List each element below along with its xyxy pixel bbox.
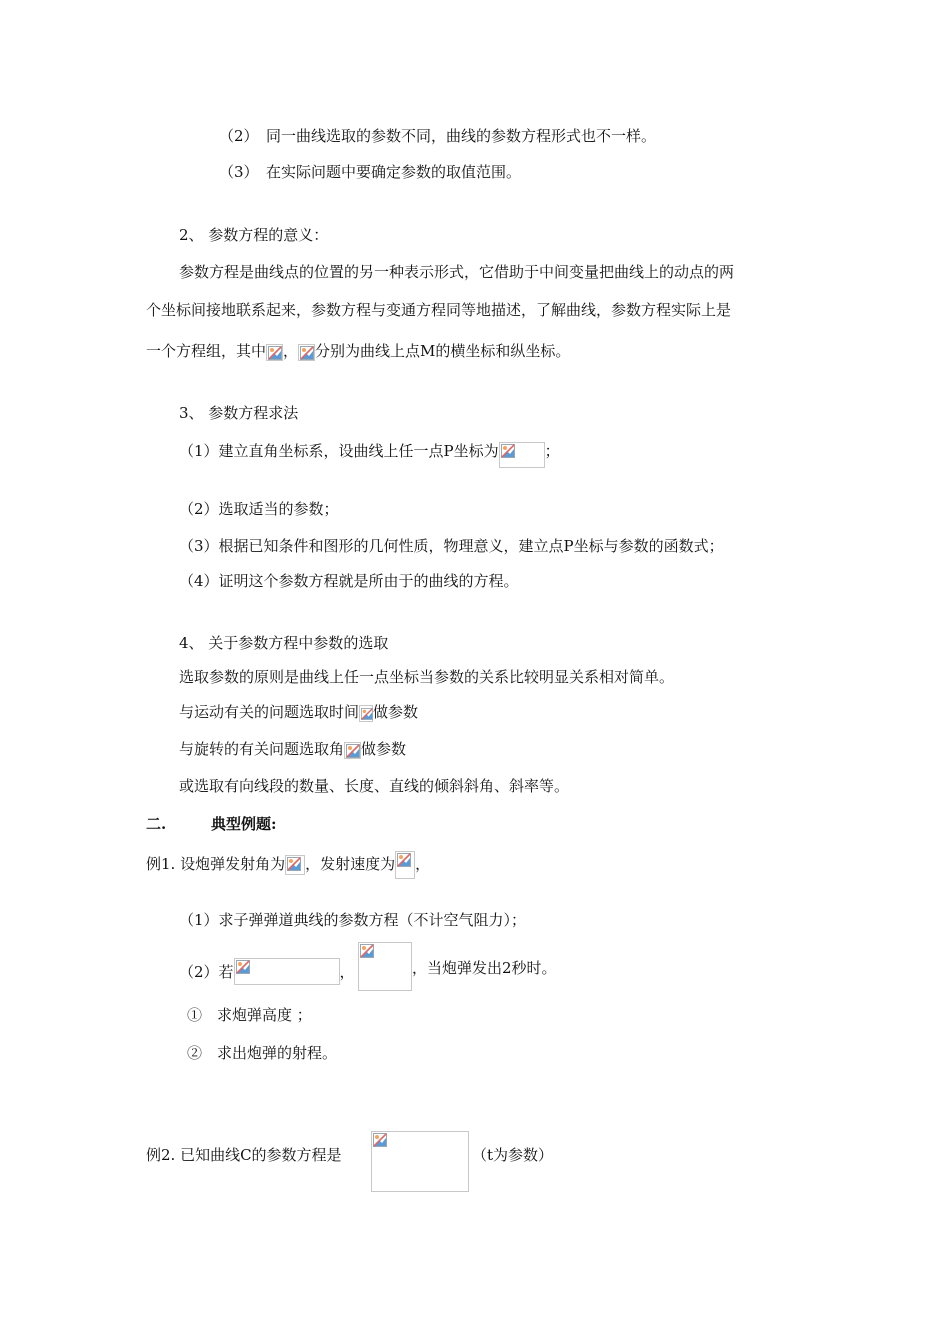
broken-image-icon <box>395 851 415 879</box>
broken-image-icon <box>359 705 373 722</box>
broken-image-icon <box>266 344 283 361</box>
text-line: （2） 同一曲线选取的参数不同，曲线的参数方程形式也不一样。 <box>219 127 657 145</box>
text-line: （3） 在实际问题中要确定参数的取值范围。 <box>219 163 522 181</box>
section-heading: 4、 关于参数方程中参数的选取 <box>179 634 389 652</box>
example-line: （t为参数） <box>472 1146 554 1164</box>
section-heading: 2、 参数方程的意义： <box>179 226 329 244</box>
text-span: 与运动有关的问题选取时间 <box>179 703 360 721</box>
text-span: 一个方程组，其中 <box>146 342 267 360</box>
paragraph-line <box>146 341 570 361</box>
text-span: ； <box>544 442 560 460</box>
sub-question: ① 求炮弹高度 ； <box>187 1006 312 1024</box>
question-line: ，当炮弹发出2秒时。 <box>412 959 557 977</box>
list-item <box>179 441 560 468</box>
paragraph-line <box>179 702 418 722</box>
broken-image-icon <box>234 958 340 985</box>
text-span: 例1. 设炮弹发射角为 <box>146 855 286 873</box>
text-span: ， <box>415 855 431 873</box>
broken-image-icon <box>499 442 545 468</box>
text-span: 分别为曲线上点M的横坐标和纵坐标。 <box>315 342 571 360</box>
section-number: 二. <box>146 815 167 833</box>
text-span: （1）建立直角坐标系，设曲线上任一点P坐标为 <box>179 442 499 460</box>
paragraph-line: 个坐标间接地联系起来，参数方程与变通方程同等地描述，了解曲线，参数方程实际上是 <box>146 301 732 319</box>
question-line: （1）求子弹弹道典线的参数方程（不计空气阻力）； <box>179 911 527 929</box>
section-title: 典型例题: <box>211 815 277 833</box>
paragraph-line: 或选取有向线段的数量、长度、直线的倾斜斜角、斜率等。 <box>179 777 570 795</box>
text-span: ， <box>339 963 355 981</box>
example-line: 例2. 已知曲线C的参数方程是 <box>146 1146 342 1164</box>
list-item: （3）根据已知条件和图形的几何性质，物理意义，建立点P坐标与参数的函数式； <box>179 537 724 555</box>
list-item: （4）证明这个参数方程就是所由于的曲线的方程。 <box>179 572 519 590</box>
broken-image-icon <box>298 344 315 361</box>
text-span: 做参数 <box>373 703 419 721</box>
section-heading: 3、 参数方程求法 <box>179 404 299 422</box>
example-line <box>146 851 430 879</box>
broken-image-icon <box>371 1131 469 1192</box>
paragraph-line: 选取参数的原则是曲线上任一点坐标当参数的关系比较明显关系相对简单。 <box>179 668 675 686</box>
broken-image-icon <box>285 855 305 875</box>
sub-question: ② 求出炮弹的射程。 <box>187 1044 338 1062</box>
list-item: （2）选取适当的参数； <box>179 500 339 518</box>
broken-image-icon <box>358 942 412 991</box>
text-span: ， <box>283 342 299 360</box>
text-span: ，发射速度为 <box>305 855 396 873</box>
broken-image-icon <box>344 742 361 759</box>
text-span: （2）若 <box>179 963 234 981</box>
paragraph-line: 参数方程是曲线点的位置的另一种表示形式，它借助于中间变量把曲线上的动点的两 <box>179 263 735 281</box>
text-span: 与旋转的有关问题选取角 <box>179 740 345 758</box>
text-span: 做参数 <box>361 740 407 758</box>
question-line <box>179 958 355 985</box>
paragraph-line <box>179 739 406 759</box>
